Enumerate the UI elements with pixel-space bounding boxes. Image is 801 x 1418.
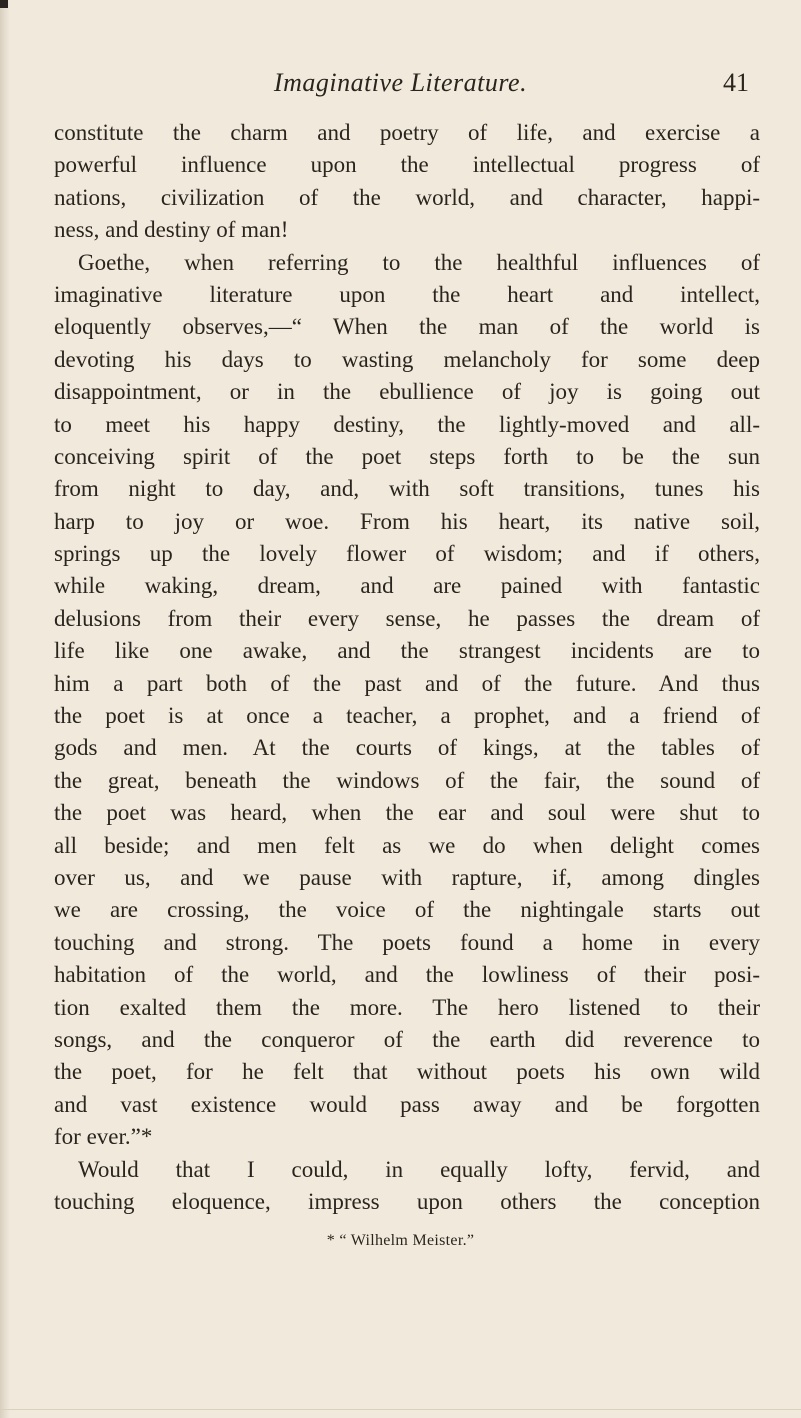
text-line: while waking, dream, and are pained with fantastic	[54, 573, 760, 599]
text-line: delusions from their every sense, he passes the dream of	[54, 605, 760, 631]
text-line: all beside; and men felt as we do when delight comes	[54, 832, 760, 858]
page-edge-shadow	[0, 0, 10, 1418]
text-line: from night to day, and, with soft transitions, tunes his	[54, 476, 760, 502]
text-line: touching eloquence, impress upon others the conception	[54, 1188, 760, 1214]
text-line: the great, beneath the windows of the fair, the sound of	[54, 767, 760, 793]
text-line: constitute the charm and poetry of life, and exercise a	[54, 120, 760, 145]
text-line: disappointment, or in the ebullience of joy is going out	[54, 379, 760, 405]
text-line: Goethe, when referring to the healthful influences of	[78, 249, 760, 275]
text-line: eloquently observes,—“ When the man of the world is	[54, 314, 760, 340]
text-line: to meet his happy destiny, the lightly-moved and all-	[54, 411, 760, 437]
text-line: the poet was heard, when the ear and soul were shut to	[54, 800, 760, 826]
scan-corner-mark	[0, 0, 8, 8]
text-line: we are crossing, the voice of the nightingale starts out	[54, 897, 760, 923]
footnote: * “ Wilhelm Meister.”	[326, 1232, 475, 1249]
text-line: tion exalted them the more. The hero listened to their	[54, 994, 760, 1020]
text-line: gods and men. At the courts of kings, at the tables of	[54, 735, 760, 761]
text-line: for ever.”*	[54, 1124, 153, 1150]
text-line: him a part both of the past and of the future. And thus	[54, 670, 760, 696]
text-line: touching and strong. The poets found a home in every	[54, 929, 760, 955]
text-line: conceiving spirit of the poet steps forth to be the sun	[54, 443, 760, 469]
text-line: the poet, for he felt that without poets his own wild	[54, 1059, 760, 1085]
text-line: habitation of the world, and the lowliness of their posi-	[54, 962, 760, 988]
text-line: harp to joy or woe. From his heart, its native soil,	[54, 508, 760, 534]
text-line: powerful influence upon the intellectual progress of	[54, 152, 760, 178]
body-text	[54, 117, 760, 1218]
text-line: and vast existence would pass away and be forgotten	[54, 1091, 760, 1117]
text-line: springs up the lovely flower of wisdom; and if others,	[54, 541, 760, 567]
text-line: songs, and the conqueror of the earth did reverence to	[54, 1026, 760, 1052]
text-line: over us, and we pause with rapture, if, among dingles	[54, 864, 760, 890]
text-line: the poet is at once a teacher, a prophet, and a friend of	[54, 703, 760, 729]
text-line: nations, civilization of the world, and character, happi-	[54, 184, 760, 210]
page-header	[0, 68, 801, 108]
text-line: Would that I could, in equally lofty, fervid, and	[78, 1156, 760, 1182]
text-line: ness, and destiny of man!	[54, 217, 289, 243]
running-title: Imaginative Literature.	[273, 68, 528, 97]
text-line: imaginative literature upon the heart and intellect,	[54, 281, 760, 307]
text-line: life like one awake, and the strangest incidents are to	[54, 638, 760, 664]
text-line: devoting his days to wasting melancholy for some deep	[54, 346, 760, 372]
page-number: 41	[723, 68, 749, 97]
page-bottom-edge	[0, 1409, 801, 1410]
